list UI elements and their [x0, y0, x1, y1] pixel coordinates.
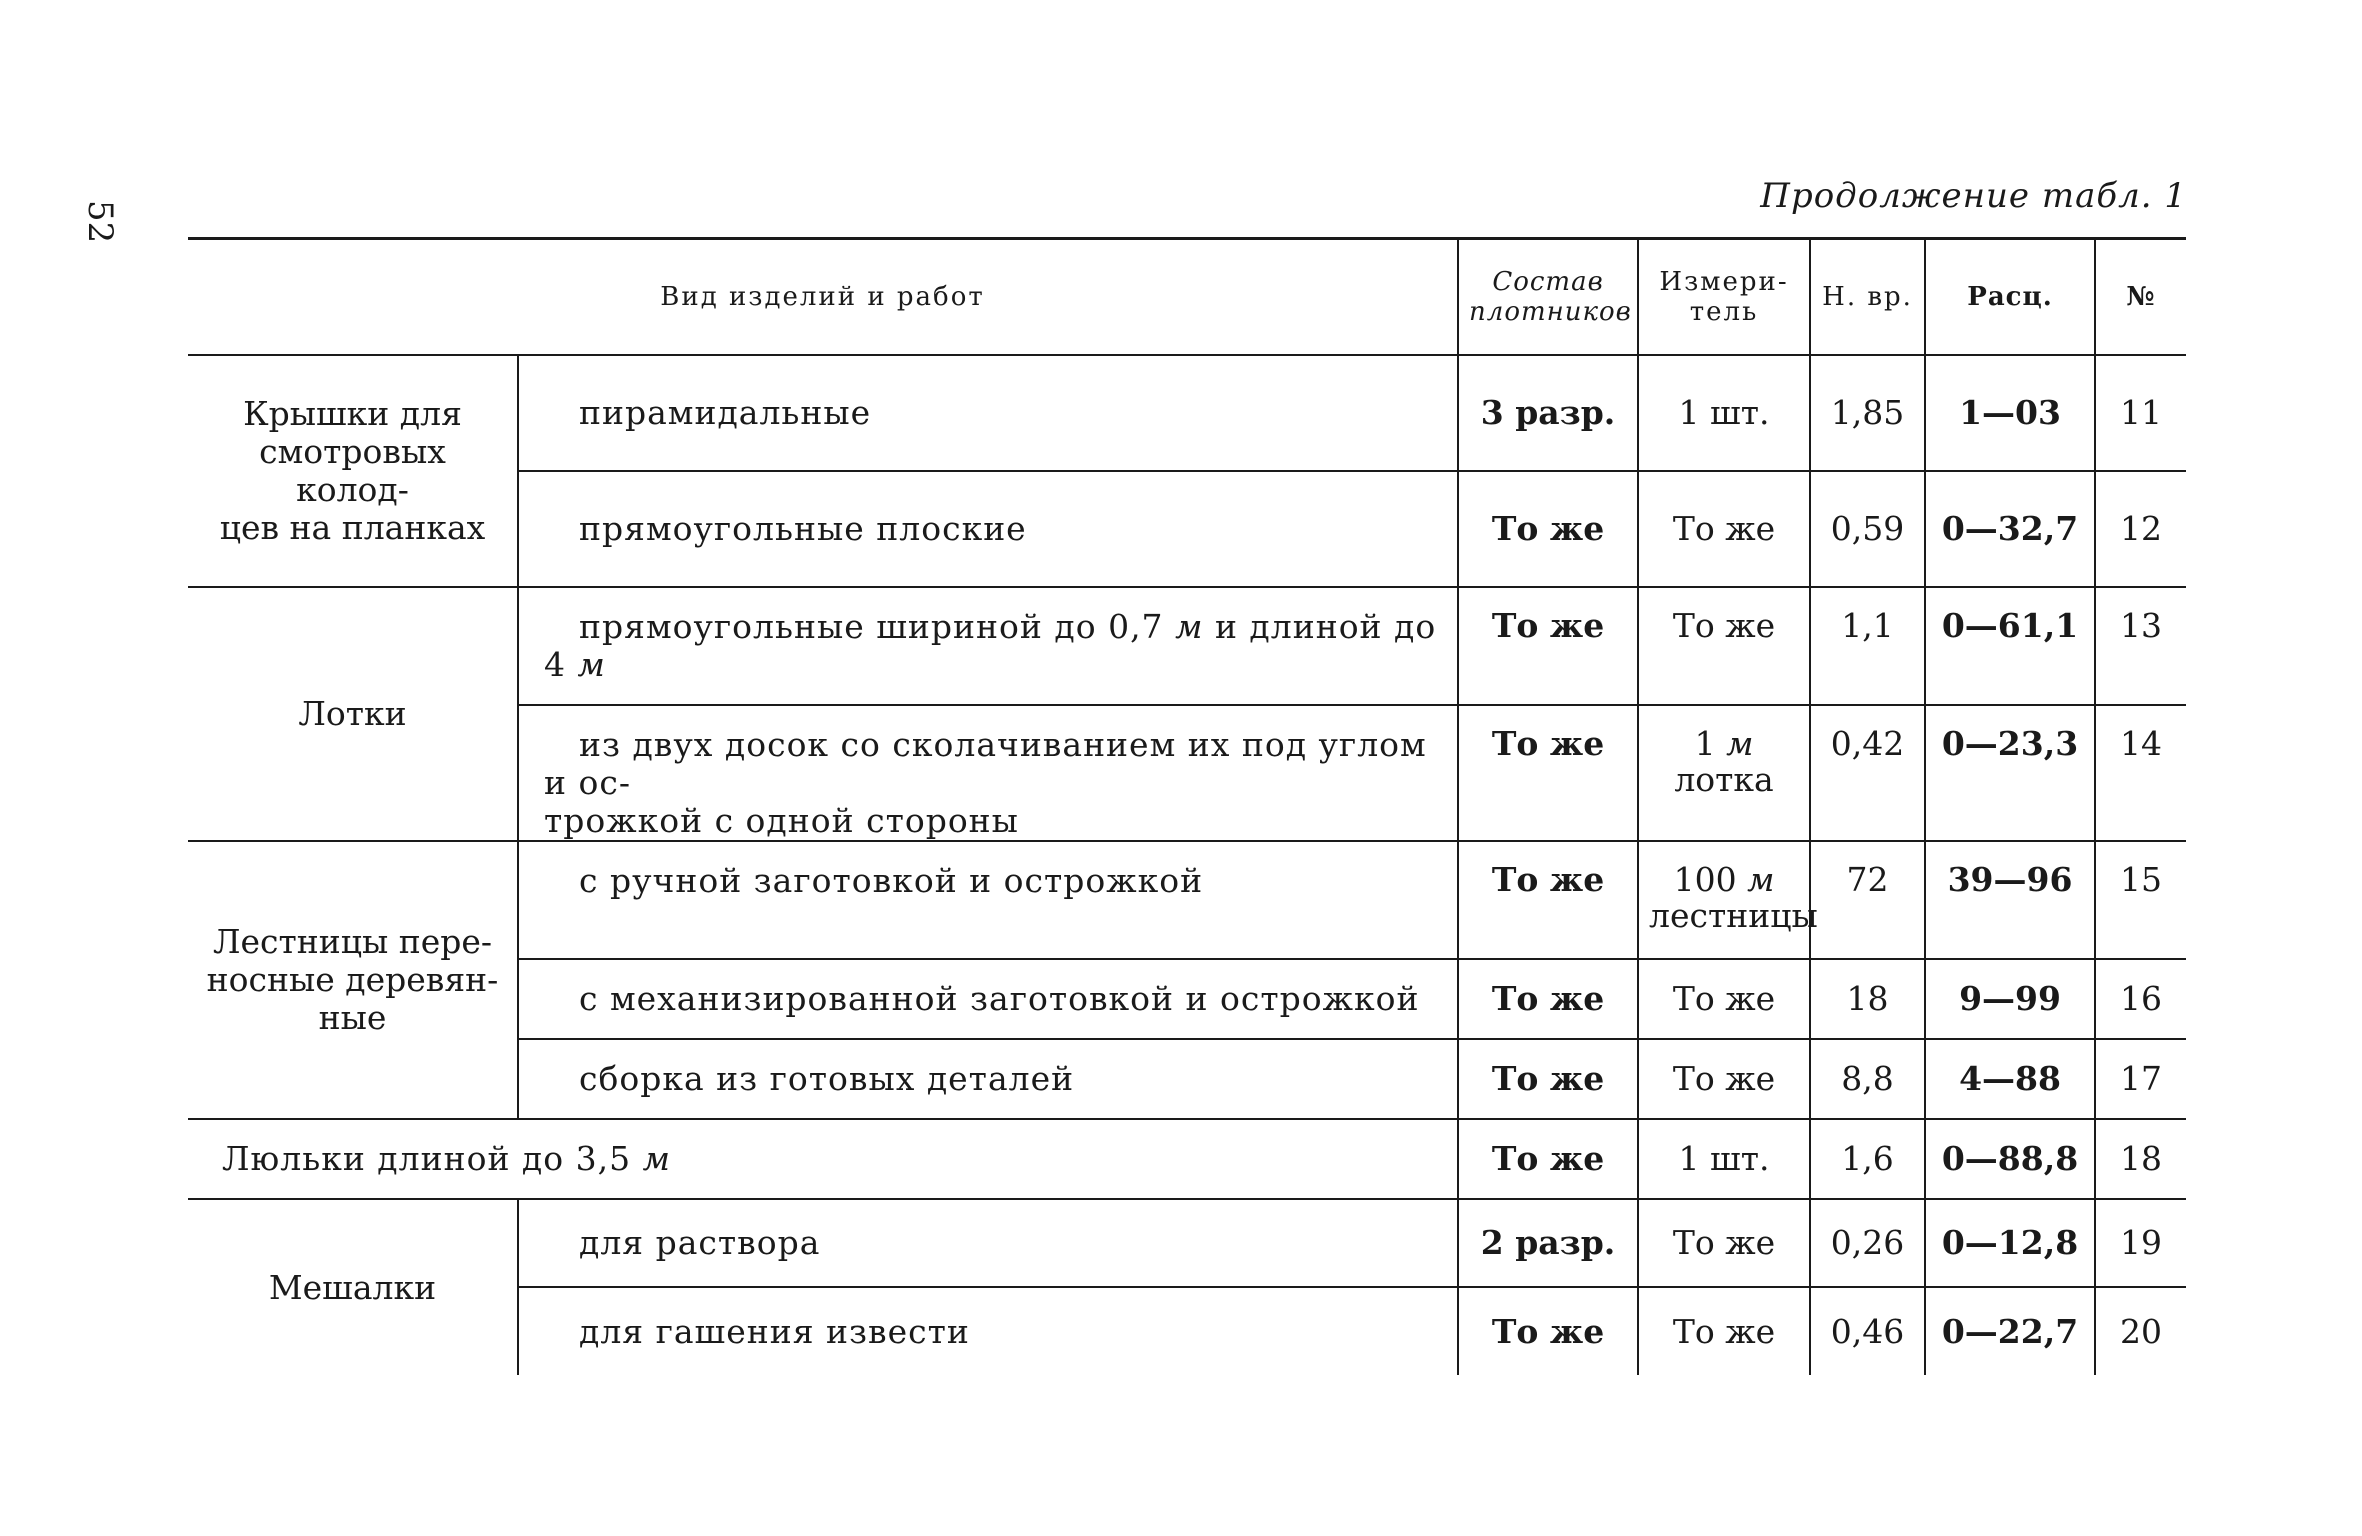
crew-cell: То же — [1458, 471, 1638, 587]
header-crew-line1: Состав — [1492, 267, 1604, 297]
unit-cell — [1638, 841, 1818, 959]
category-cradles — [188, 1119, 1458, 1199]
ladders-label-line3: ные — [318, 998, 387, 1037]
time-cell: 0,26 — [1810, 1199, 1925, 1287]
time-cell: 18 — [1810, 959, 1925, 1039]
unit-cell: То же — [1638, 959, 1810, 1039]
header-rate: Расц. — [1925, 239, 2095, 356]
work-cell: с механизированной заготовкой и острожкой — [518, 959, 1458, 1039]
crew-cell: То же — [1458, 1119, 1638, 1199]
rate-cell: 0—32,7 — [1925, 471, 2095, 587]
norms-table — [188, 237, 2186, 1375]
table-row — [188, 1199, 2186, 1287]
table-row — [188, 587, 2186, 705]
table-row — [188, 1119, 2186, 1199]
page-number: 52 — [80, 200, 120, 244]
table-row — [188, 841, 2186, 959]
ladders-label-line2: носные деревян- — [206, 960, 499, 999]
number-cell: 11 — [2095, 355, 2186, 471]
crew-cell: То же — [1458, 705, 1638, 841]
crew-cell: То же — [1458, 1287, 1638, 1375]
header-crew-line2: плотников — [1469, 297, 1632, 327]
work-cell: для раствора — [518, 1199, 1458, 1287]
work-text-2: и длиной до — [1214, 607, 1437, 646]
unit-cell: 1 шт. — [1638, 1119, 1810, 1199]
time-cell: 0,42 — [1810, 705, 1925, 841]
number-cell: 16 — [2095, 959, 2186, 1039]
work-cell: сборка из готовых деталей — [518, 1039, 1458, 1119]
crew-cell: То же — [1458, 587, 1638, 705]
rate-cell: 39—96 — [1925, 841, 2095, 959]
unit-text-1: 100 — [1673, 860, 1737, 899]
unit-unit: м — [1726, 724, 1754, 763]
ladders-label-line1: Лестницы пере- — [212, 922, 493, 961]
time-cell: 1,85 — [1810, 355, 1925, 471]
unit-cell: То же — [1638, 1199, 1810, 1287]
table-row — [188, 355, 2186, 471]
time-cell: 72 — [1810, 841, 1925, 959]
unit-unit: м — [1747, 860, 1775, 899]
covers-label-line1: Крышки для — [243, 394, 462, 433]
rate-cell: 4—88 — [1925, 1039, 2095, 1119]
rate-cell: 0—88,8 — [1925, 1119, 2095, 1199]
time-cell: 0,59 — [1810, 471, 1925, 587]
header-kind: Вид изделий и работ — [188, 239, 1458, 356]
work-cell: для гашения извести — [518, 1287, 1458, 1375]
time-cell: 1,6 — [1810, 1119, 1925, 1199]
category-covers — [188, 355, 518, 587]
number-cell: 19 — [2095, 1199, 2186, 1287]
crew-cell: 3 разр. — [1458, 355, 1638, 471]
rate-cell: 0—12,8 — [1925, 1199, 2095, 1287]
rate-cell: 9—99 — [1925, 959, 2095, 1039]
unit-text-2: лотка — [1674, 760, 1774, 799]
work-text-1: из двух досок со сколачиванием их под углом и ос- — [544, 725, 1427, 802]
table-header — [188, 239, 2186, 356]
time-cell: 0,46 — [1810, 1287, 1925, 1375]
work-text-2: трожкой с одной стороны — [544, 801, 1019, 840]
header-time: Н. вр. — [1810, 239, 1925, 356]
unit-cell: 1 шт. — [1638, 355, 1810, 471]
rate-cell: 0—61,1 — [1925, 587, 2095, 705]
header-unit — [1638, 239, 1810, 356]
category-ladders — [188, 841, 518, 1119]
work-cell: с ручной заготовкой и острожкой — [518, 841, 1458, 959]
table-caption: Продолжение табл. 1 — [1760, 176, 2187, 216]
unit-cell: То же — [1638, 1287, 1810, 1375]
cradles-label-unit: м — [642, 1139, 671, 1178]
number-cell: 13 — [2095, 587, 2186, 705]
work-unit-2: м — [577, 645, 606, 684]
unit-text-1: 1 — [1694, 724, 1716, 763]
crew-cell: То же — [1458, 959, 1638, 1039]
unit-cell: То же — [1638, 471, 1810, 587]
header-unit-line2: тель — [1689, 297, 1759, 327]
unit-cell: То же — [1638, 1039, 1810, 1119]
rate-cell: 0—22,7 — [1925, 1287, 2095, 1375]
crew-cell: То же — [1458, 1039, 1638, 1119]
unit-cell: То же — [1638, 587, 1810, 705]
crew-cell: 2 разр. — [1458, 1199, 1638, 1287]
work-cell: прямоугольные плоские — [518, 471, 1458, 587]
work-unit-1: м — [1175, 607, 1204, 646]
unit-cell — [1638, 705, 1810, 841]
unit-text-2: лестницы — [1649, 896, 1818, 935]
number-cell: 17 — [2095, 1039, 2186, 1119]
covers-label-line3: цев на планках — [219, 508, 486, 547]
category-trays: Лотки — [188, 587, 518, 841]
number-cell: 14 — [2095, 705, 2186, 841]
number-cell: 12 — [2095, 471, 2186, 587]
header-unit-line1: Измери- — [1659, 267, 1789, 297]
number-cell: 20 — [2095, 1287, 2186, 1375]
time-cell: 1,1 — [1810, 587, 1925, 705]
work-cell — [518, 705, 1458, 841]
rate-cell: 0—23,3 — [1925, 705, 2095, 841]
category-mixers: Мешалки — [268, 1267, 437, 1307]
work-text-1: прямоугольные шириной до 0,7 — [579, 607, 1164, 646]
rate-cell: 1—03 — [1925, 355, 2095, 471]
number-cell: 15 — [2095, 841, 2186, 959]
crew-cell: То же — [1458, 841, 1638, 959]
work-text-3: 4 — [544, 645, 566, 684]
header-crew — [1458, 239, 1638, 356]
work-cell — [518, 587, 1458, 705]
covers-label-line2: смотровых колод- — [259, 432, 446, 509]
number-cell: 18 — [2095, 1119, 2186, 1199]
header-number: № — [2095, 239, 2186, 356]
work-cell: пирамидальные — [518, 355, 1458, 471]
time-cell: 8,8 — [1810, 1039, 1925, 1119]
cradles-label-text: Люльки длиной до 3,5 — [222, 1139, 632, 1178]
